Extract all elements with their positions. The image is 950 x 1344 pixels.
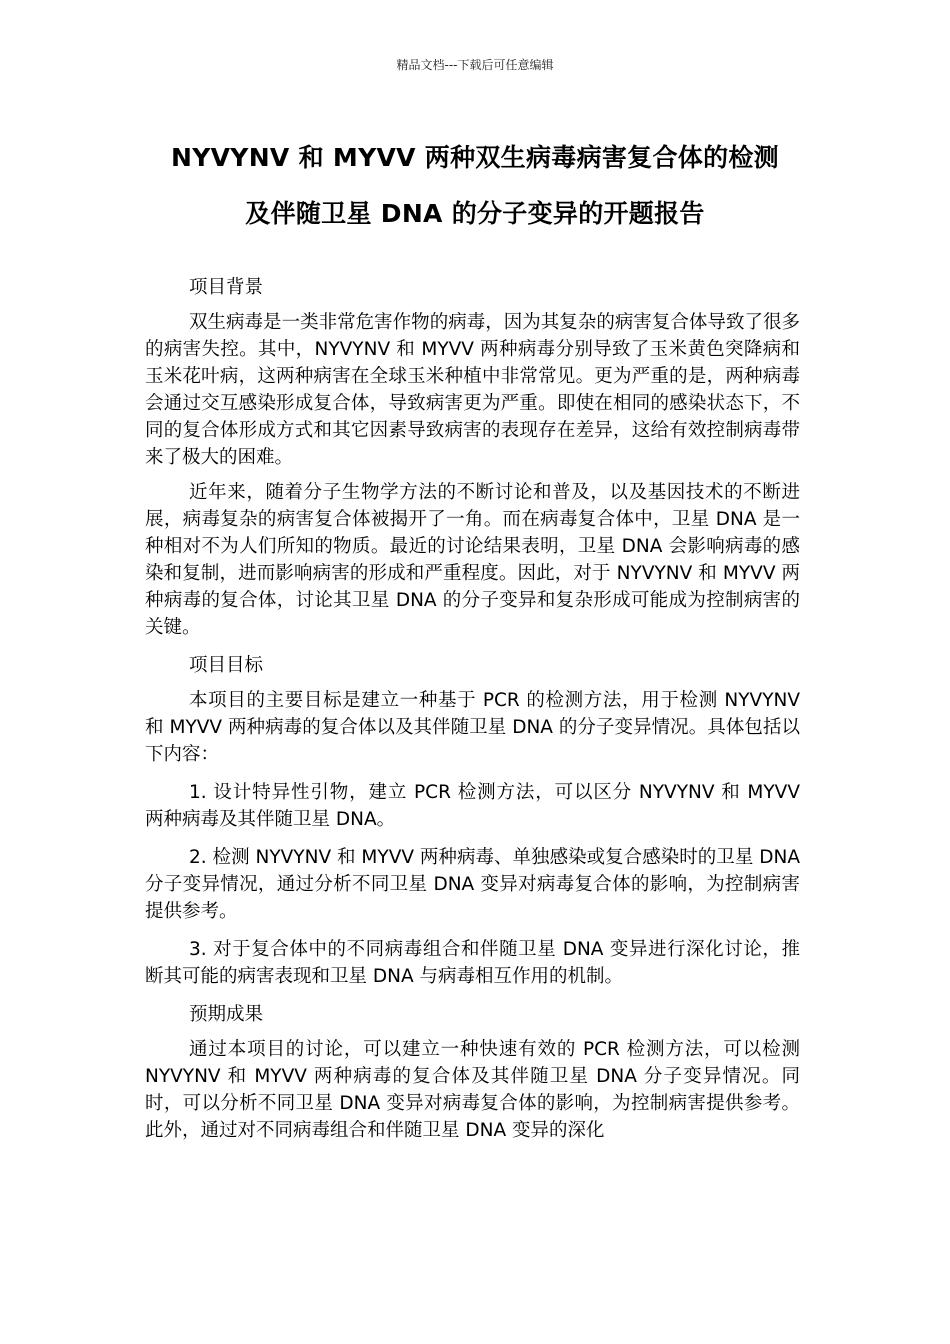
paragraph: 双生病毒是一类非常危害作物的病毒，因为其复杂的病害复合体导致了很多的病害失控。其中，NYVYNV 和 MYVV 两种病毒分别导致了玉米黄色突降病和玉米花叶病，这两种病害在全球玉米种植中非常常见。更为严重的是，两种病毒会通过交互感染形成复合体，导致病害更为严重。即使在相同的感染状态下，不同的复合体形成方式和其它因素导致病害的表现存在差异，这给有效控制病毒带来了极大的困难。 bbox=[145, 312, 800, 468]
list-item: 2. 检测 NYVYNV 和 MYVV 两种病毒、单独感染或复合感染时的卫星 DNA 分子变异情况，通过分析不同卫星 DNA 变异对病毒复合体的影响，为控制病害提供参考。 bbox=[145, 847, 800, 922]
section-heading-goal: 项目目标 bbox=[189, 655, 264, 676]
document-title bbox=[95, 130, 855, 242]
title-line-2: 及伴随卫星 DNA 的分子变异的开题报告 bbox=[245, 199, 705, 228]
list-item: 1. 设计特异性引物，建立 PCR 检测方法，可以区分 NYVYNV 和 MYVV 两种病毒及其伴随卫星 DNA。 bbox=[145, 782, 800, 830]
section-heading-outcome: 预期成果 bbox=[189, 1004, 264, 1025]
list-item: 3. 对于复合体中的不同病毒组合和伴随卫星 DNA 变异进行深化讨论，推断其可能的病害表现和卫星 DNA 与病毒相互作用的机制。 bbox=[145, 939, 800, 987]
paragraph: 本项目的主要目标是建立一种基于 PCR 的检测方法，用于检测 NYVYNV 和 MYVV 两种病毒的复合体以及其伴随卫星 DNA 的分子变异情况。具体包括以下内容： bbox=[145, 690, 800, 765]
document-body bbox=[145, 274, 800, 1152]
paragraph: 近年来，随着分子生物学方法的不断讨论和普及，以及基因技术的不断进展，病毒复杂的病害复合体被揭开了一角。而在病毒复合体中，卫星 DNA 是一种相对不为人们所知的物质。最近的讨论结果表明，卫星 DNA 会影响病毒的感染和复制，进而影响病害的形成和严重程度。因此，对于 NYVYNV 和 MYVV 两种病毒的复合体，讨论其卫星 DNA 的分子变异和复杂形成可能成为控制病害的关键。 bbox=[145, 482, 800, 638]
title-line-1: NYVYNV 和 MYVV 两种双生病毒病害复合体的检测 bbox=[171, 143, 779, 172]
section-heading-background: 项目背景 bbox=[189, 277, 264, 298]
page-header-note: 精品文档---下载后可任意编辑 bbox=[396, 58, 554, 72]
paragraph: 通过本项目的讨论，可以建立一种快速有效的 PCR 检测方法，可以检测 NYVYNV 和 MYVV 两种病毒的复合体及其伴随卫星 DNA 分子变异情况。同时，可以分析不同卫星 DNA 变异对病毒复合体的影响，为控制病害提供参考。此外，通过对不同病毒组合和伴随卫星 DNA 变异的深化 bbox=[145, 1039, 800, 1141]
